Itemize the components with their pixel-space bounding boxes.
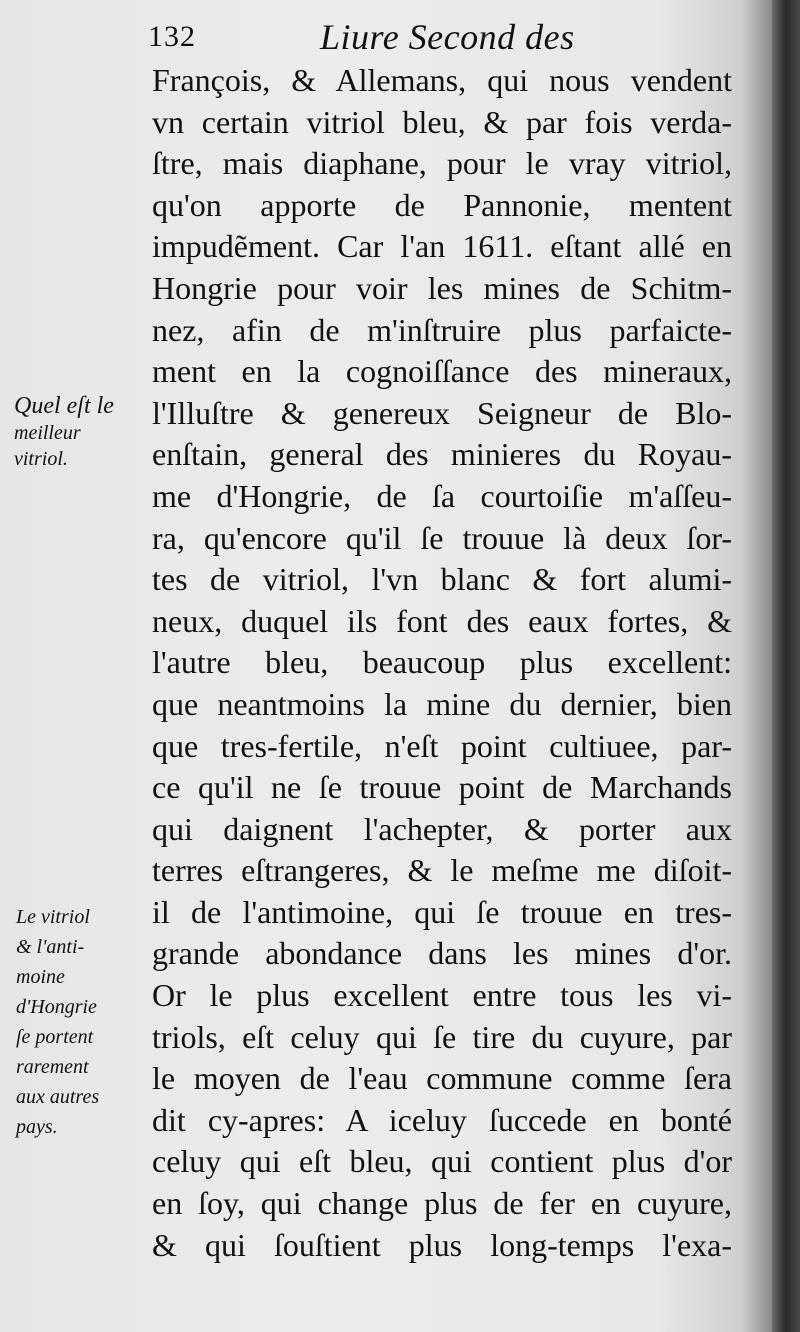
margin-note-hungarian-vitriol xyxy=(16,902,156,1142)
page-number: 132 xyxy=(148,20,196,53)
text-line: Or le plus excellent entre tous les vi- xyxy=(152,977,732,1014)
text-line: triols, eſt celuy qui ſe tire du cuyure, par xyxy=(152,1018,732,1055)
text-line: tes de vitriol, l'vn blanc & fort alumi- xyxy=(152,561,732,598)
text-line: l'autre bleu, beaucoup plus excellent: xyxy=(152,644,732,681)
page-header xyxy=(0,14,772,64)
margin-note-line: d'Hongrie xyxy=(16,996,97,1018)
text-line: ment en la cognoiſſance des mineraux, xyxy=(152,353,732,390)
text-line: & qui ſouſtient plus long-temps l'exa- xyxy=(152,1226,732,1263)
margin-note-line: moine xyxy=(16,966,65,988)
margin-note-line: rarement xyxy=(16,1056,89,1078)
text-line: que tres-fertile, n'eſt point cultiuee, par- xyxy=(152,727,732,764)
text-line: qu'on apporte de Pannonie, mentent xyxy=(152,186,732,223)
margin-note-line: ſe portent xyxy=(16,1026,94,1048)
text-line: me d'Hongrie, de ſa courtoiſie m'aſſeu- xyxy=(152,477,732,514)
text-line: Hongrie pour voir les mines de Schitm- xyxy=(152,269,732,306)
text-line: que neantmoins la mine du dernier, bien xyxy=(152,685,732,722)
text-line: nez, afin de m'inſtruire plus parfaicte- xyxy=(152,311,732,348)
text-line: ſtre, mais diaphane, pour le vray vitriol, xyxy=(152,145,732,182)
text-line: François, & Allemans, qui nous vendent xyxy=(152,62,732,98)
text-line: neux, duquel ils font des eaux fortes, & xyxy=(152,602,732,639)
margin-note-line: & l'anti- xyxy=(16,936,85,958)
body-text xyxy=(152,60,732,1266)
text-line: vn certain vitriol bleu, & par fois verda- xyxy=(152,103,732,140)
text-line: ce qu'il ne ſe trouue point de Marchands xyxy=(152,769,732,806)
text-line: en ſoy, qui change plus de fer en cuyure, xyxy=(152,1185,732,1222)
text-line: celuy qui eſt bleu, qui contient plus d'or xyxy=(152,1143,732,1180)
text-line: dit cy-apres: A iceluy ſuccede en bonté xyxy=(152,1101,732,1138)
margin-note-line: pays. xyxy=(16,1116,58,1138)
margin-note-line: aux autres xyxy=(16,1086,100,1108)
book-binding-edge xyxy=(772,0,800,1332)
margin-note-line: vitriol. xyxy=(14,448,68,470)
text-line: le moyen de l'eau commune comme ſera xyxy=(152,1060,732,1097)
margin-note-best-vitriol xyxy=(14,392,154,472)
text-line: enſtain, general des minieres du Royau- xyxy=(152,436,732,473)
text-line: qui daignent l'achepter, & porter aux xyxy=(152,810,732,847)
margin-note-line: meilleur xyxy=(14,422,81,444)
margin-note-line: Quel eſt le xyxy=(14,393,114,419)
margin-note-line: Le vitriol xyxy=(16,906,90,928)
text-line: ra, qu'encore qu'il ſe trouue là deux ſor- xyxy=(152,519,732,556)
text-line: impudẽment. Car l'an 1611. eſtant allé en xyxy=(152,228,732,265)
text-line: grande abondance dans les mines d'or. xyxy=(152,935,732,972)
text-line: il de l'antimoine, qui ſe trouue en tres- xyxy=(152,893,732,930)
running-head: Liure Second des xyxy=(320,17,575,57)
text-line: terres eſtrangeres, & le meſme me diſoit- xyxy=(152,852,732,889)
text-line: l'Illuſtre & genereux Seigneur de Blo- xyxy=(152,394,732,431)
